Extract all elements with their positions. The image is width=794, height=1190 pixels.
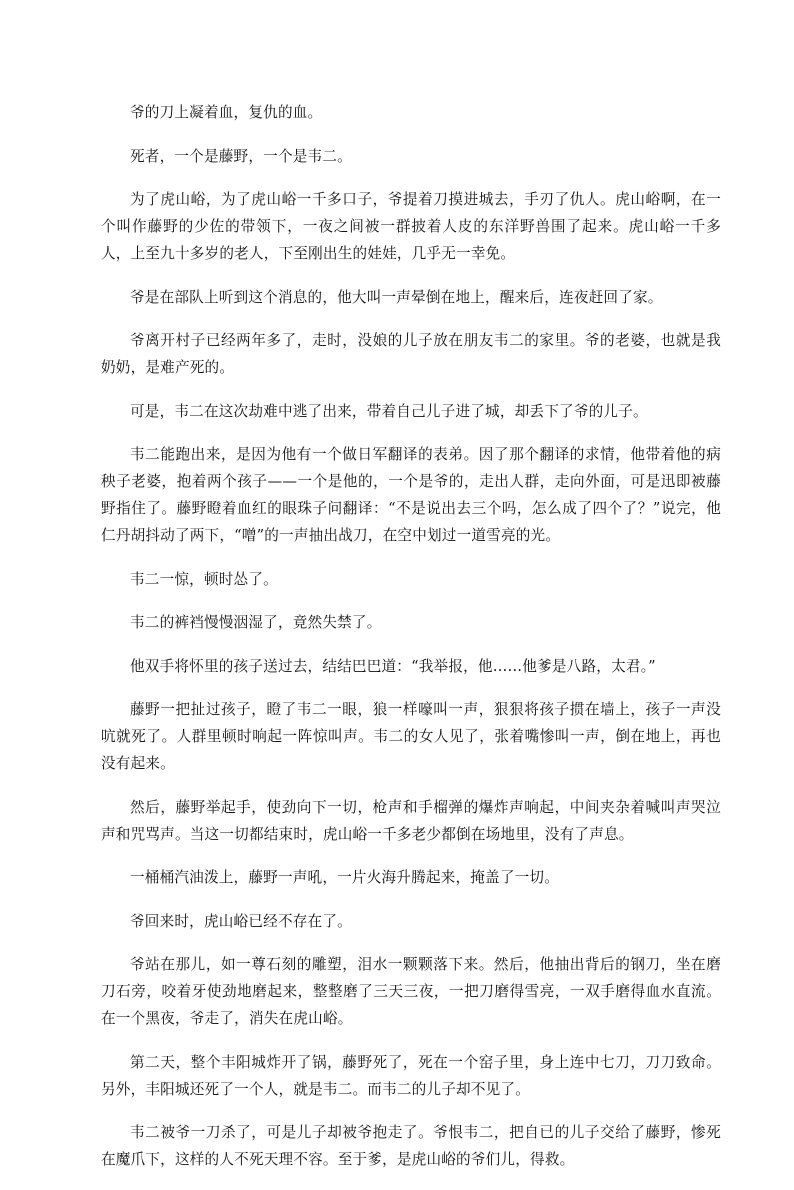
paragraph-7: 韦二能跑出来，是因为他有一个做日军翻译的表弟。因了那个翻译的求情，他带着他的病秧子老婆，抱着两个孩子——一个是他的，一个是爷的，走出人群，走向外面，可是迅即被藤野指住了。藤野瞪着血红的眼珠子问翻译：“不是说出去三个吗，怎么成了四个了？”说完，他仁丹胡抖动了两下，“噌”的一声抽出战刀，在空中划过一道雪亮的光。 [101, 446, 721, 544]
paragraph-3: 为了虎山峪，为了虎山峪一千多口子，爷提着刀摸进城去，手刃了仇人。虎山峪啊，在一个叫作藤野的少佐的带领下，一夜之间被一群披着人皮的东洋野兽围了起来。虎山峪一千多人，上至九十多岁的老人，下至刚出生的娃娃，几乎无一幸免。 [101, 191, 721, 262]
paragraph-17: 韦二被爷一刀杀了，可是儿子却被爷抱走了。爷恨韦二，把自已的儿子交给了藤野，惨死在魔爪下，这样的人不死天理不容。至于爹，是虎山峪的爷们儿，得救。 [101, 1124, 721, 1168]
paragraph-6: 可是，韦二在这次劫难中逃了出来，带着自己儿子进了城，却丢下了爷的儿子。 [130, 402, 648, 420]
paragraph-11: 藤野一把扯过孩子，瞪了韦二一眼，狼一样嚎叫一声，狠狠将孩子掼在墙上，孩子一声没吭就死了。人群里顿时响起一阵惊叫声。韦二的女人见了，张着嘴惨叫一声，倒在地上，再也没有起来。 [101, 701, 721, 772]
paragraph-13: 一桶桶汽油泼上，藤野一声吼，一片火海升腾起来，掩盖了一切。 [130, 869, 560, 886]
paragraph-15: 爷站在那儿，如一尊石刻的雕塑，泪水一颗颗落下来。然后，他抽出背后的钢刀，坐在磨刀石旁，咬着牙使劲地磨起来，整整磨了三天三夜，一把刀磨得雪亮，一双手磨得血水直流。在一个黑夜，爷走了，消失在虎山峪。 [101, 956, 721, 1027]
paragraph-9: 韦二的裤裆慢慢洇湿了，竟然失禁了。 [130, 614, 382, 631]
paragraph-1: 爷的刀上凝着血，复仇的血。 [130, 104, 323, 121]
paragraph-2: 死者，一个是藤野，一个是韦二。 [130, 147, 352, 165]
document-body [101, 99, 721, 1190]
paragraph-12: 然后，藤野举起手，使劲向下一切，枪声和手榴弹的爆炸声响起，中间夹杂着喊叫声哭泣声和咒骂声。当这一切都结束时，虎山峪一千多老少都倒在场地里，没有了声息。 [101, 798, 721, 843]
paragraph-4: 爷是在部队上听到这个消息的，他大叫一声晕倒在地上，醒来后，连夜赶回了家。 [130, 288, 663, 306]
paragraph-5: 爷离开村子已经两年多了，走时，没娘的儿子放在朋友韦二的家里。爷的老婆，也就是我奶奶，是难产死的。 [101, 332, 721, 376]
paragraph-10: 他双手将怀里的孩子送过去，结结巴巴道：“我举报，他……他爹是八路，太君。” [130, 657, 656, 675]
paragraph-16: 第二天，整个丰阳城炸开了锅，藤野死了，死在一个窑子里，身上连中七刀，刀刀致命。另外，丰阳城还死了一个人，就是韦二。而韦二的儿子却不见了。 [101, 1053, 721, 1098]
paragraph-8: 韦二一惊，顿时怂了。 [130, 570, 278, 588]
paragraph-14: 爷回来时，虎山峪已经不存在了。 [130, 912, 352, 930]
